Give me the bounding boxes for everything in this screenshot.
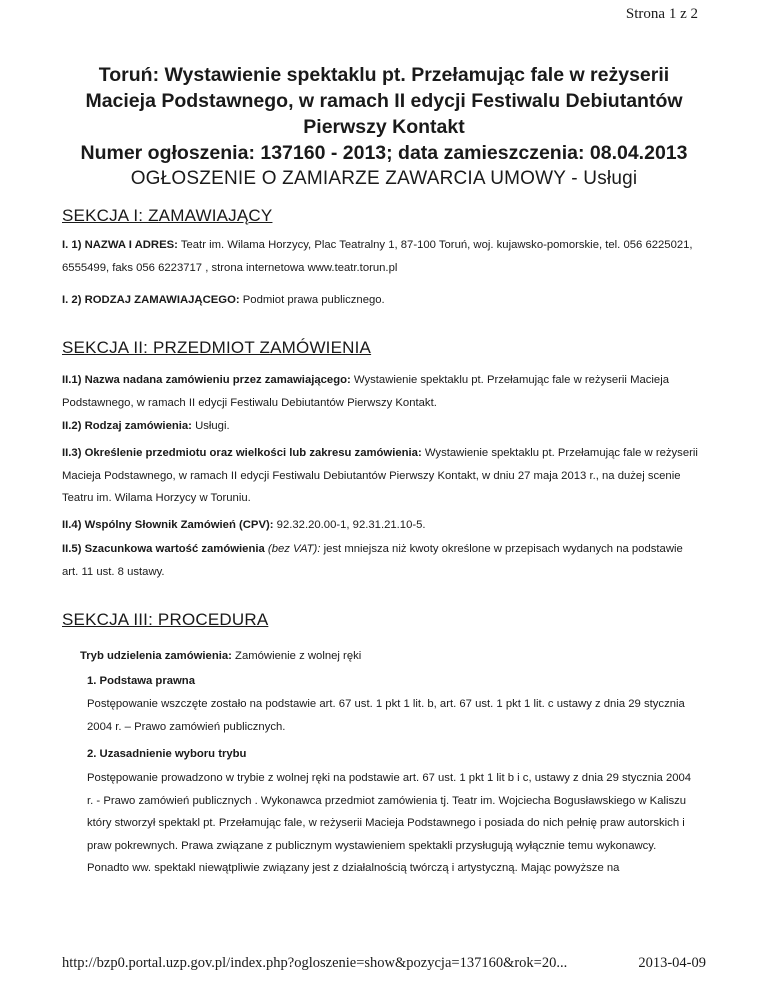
- field-value: Zamówienie z wolnej ręki: [231, 650, 362, 662]
- notice-number-line: Numer ogłoszenia: 137160 - 2013; data zamieszczenia: 08.04.2013: [80, 142, 688, 164]
- notice-header: [40, 62, 728, 192]
- justification-heading: [87, 743, 692, 766]
- subheading: 1. Podstawa prawna: [87, 675, 195, 687]
- page-number: Strona 1 z 2: [625, 6, 698, 22]
- title-line: Pierwszy Kontakt: [303, 116, 465, 138]
- paragraph-ii3: [62, 442, 702, 510]
- paragraph-procedure-mode: [80, 645, 700, 668]
- source-url: http://bzp0.portal.uzp.gov.pl/index.php?ogloszenie=show&pozycja=137160&rok=20...: [62, 955, 568, 971]
- field-label: I. 1) NAZWA I ADRES:: [62, 239, 178, 251]
- paragraph-i2: [62, 289, 702, 312]
- field-label: Tryb udzielenia zamówienia:: [80, 650, 232, 662]
- title-line: Macieja Podstawnego, w ramach II edycji Festiwalu Debiutantów: [85, 90, 683, 112]
- paragraph-ii2: [62, 415, 702, 438]
- field-value: Wystawienie spektaklu pt. Przełamując fale w reżyserii Macieja Podstawnego, w ramach II edycji Festiwalu Debiutantów Pierwszy Kontakt, w dniu 27 maja 2013 r., na dużej scenie Teatru im. Wilama Horzycy w Toruniu.: [62, 447, 698, 504]
- legal-basis-text: Postępowanie wszczęte zostało na podstawie art. 67 ust. 1 pkt 1 lit. b, art. 67 ust. 1 pkt 1 lit. c ustawy z dnia 29 stycznia 2004 r. – Prawo zamówień publicznych.: [87, 698, 685, 733]
- field-value: jest mniejsza niż kwoty określone w przepisach wydanych na podstawie art. 11 ust. 8 ustawy.: [62, 543, 683, 578]
- field-value: 92.32.20.00-1, 92.31.21.10-5.: [273, 519, 426, 531]
- field-qualifier: (bez VAT):: [264, 543, 321, 555]
- field-value: Usługi.: [191, 420, 230, 432]
- field-label: II.1) Nazwa nadana zamówieniu przez zamawiającego:: [62, 374, 351, 386]
- paragraph-ii4: [62, 514, 702, 537]
- field-label: II.4) Wspólny Słownik Zamówień (CPV):: [62, 519, 274, 531]
- paragraph-ii5: [62, 538, 702, 583]
- notice-type: OGŁOSZENIE O ZAMIARZE ZAWARCIA UMOWY - Usługi: [130, 168, 638, 189]
- field-label: I. 2) RODZAJ ZAMAWIAJĄCEGO:: [62, 294, 240, 306]
- field-value: Teatr im. Wilama Horzycy, Plac Teatralny 1, 87-100 Toruń, woj. kujawsko-pomorskie, tel. 056 6225021, 6555499, faks 056 6223717 , strona internetowa www.teatr.torun.pl: [62, 239, 693, 274]
- field-value: Podmiot prawa publicznego.: [239, 294, 385, 306]
- section-heading-2: SEKCJA II: PRZEDMIOT ZAMÓWIENIA: [62, 338, 372, 357]
- section-heading-3: SEKCJA III: PROCEDURA: [62, 610, 269, 629]
- print-date: 2013-04-09: [638, 955, 706, 971]
- section-heading-1: SEKCJA I: ZAMAWIAJĄCY: [62, 206, 273, 225]
- field-label: II.2) Rodzaj zamówienia:: [62, 420, 192, 432]
- title-line: Toruń: Wystawienie spektaklu pt. Przełamując fale w reżyserii: [98, 64, 670, 86]
- paragraph-i1: [62, 234, 702, 279]
- field-label: II.5) Szacunkowa wartość zamówienia: [62, 543, 265, 555]
- paragraph-ii1: [62, 369, 702, 414]
- field-value: Wystawienie spektaklu pt. Przełamując fale w reżyserii Macieja Podstawnego, w ramach II edycji Festiwalu Debiutantów Pierwszy Kontakt.: [62, 374, 670, 409]
- subheading: 2. Uzasadnienie wyboru trybu: [87, 748, 247, 760]
- justification-text: Postępowanie prowadzono w trybie z wolnej ręki na podstawie art. 67 ust. 1 pkt 1 lit b i c, ustawy z dnia 29 stycznia 2004 r. - Prawo zamówień publicznych . Wykonawca przedmiot zamówienia tj. Teatr im. Wojciecha Bogusławskiego w Kaliszu który stworzył spektakl pt. Przełamując fale, w reżyserii Macieja Podstawnego i posiada do nich pełnię praw autorskich i praw pokrewnych. Prawa związane z publicznym wystawieniem spektakli przysługują wyłącznie temu wykonawcy. Ponadto ww. spektakl niewątpliwie związany jest z działalnością twórczą i artystyczną. Mając powyższe na: [87, 772, 692, 874]
- field-label: II.3) Określenie przedmiotu oraz wielkości lub zakresu zamówienia:: [62, 447, 422, 459]
- legal-basis-heading: [87, 670, 692, 693]
